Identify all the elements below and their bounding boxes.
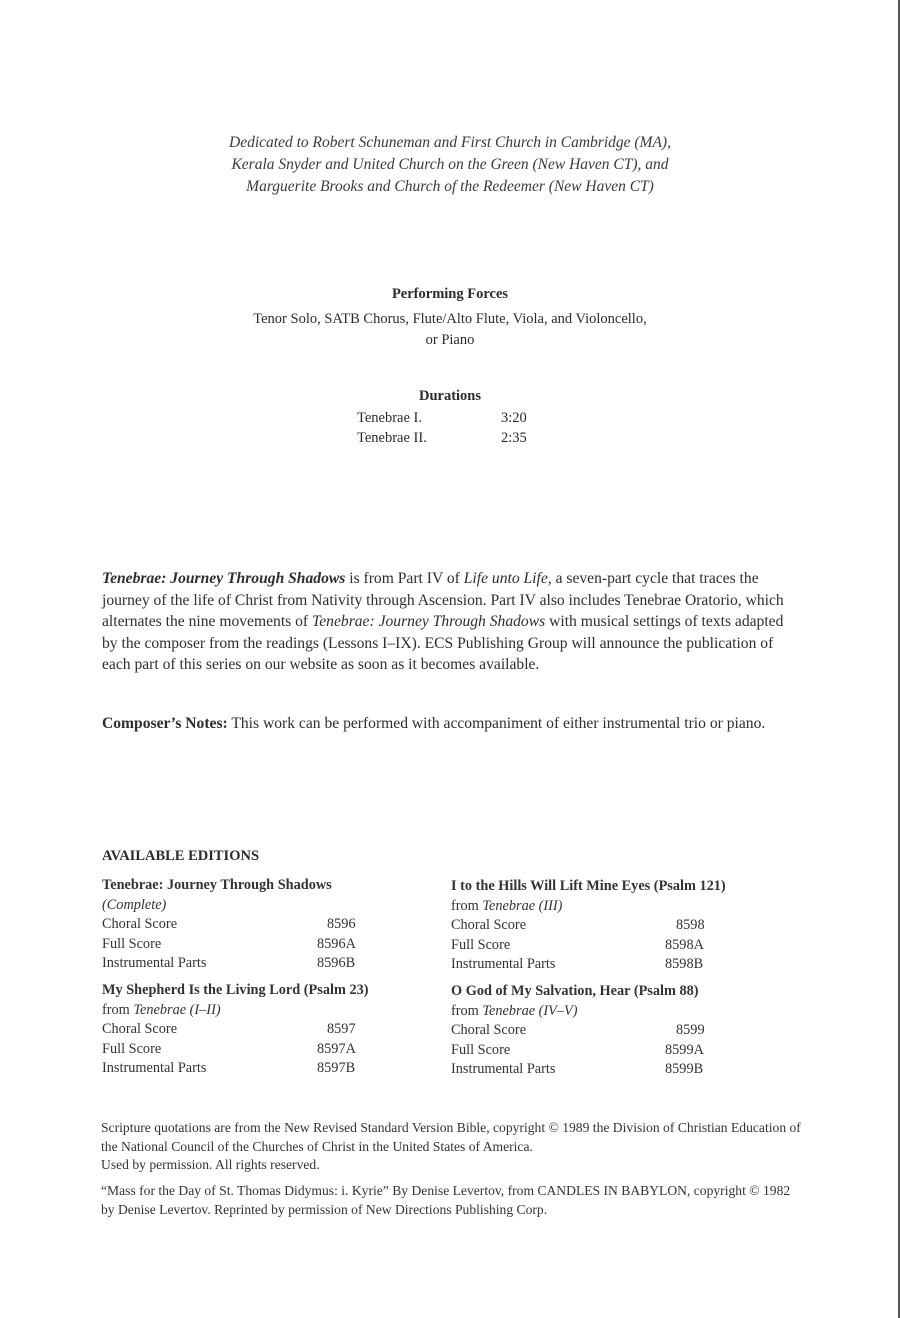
edition-label: Choral Score	[102, 916, 178, 932]
dedication-line: Dedicated to Robert Schuneman and First Church in Cambridge (MA),	[229, 134, 671, 151]
edition-row	[451, 936, 761, 956]
edition-subtitle	[451, 896, 761, 916]
catalog-number: 8597	[327, 1021, 356, 1037]
description-paragraph	[102, 568, 802, 676]
scripture-credit	[101, 1119, 801, 1175]
edition-row	[102, 1020, 412, 1040]
dedication	[0, 132, 900, 198]
edition-row	[102, 954, 412, 974]
edition-label: Full Score	[102, 1040, 162, 1057]
duration-name: Tenebrae II.	[357, 430, 427, 446]
edition-subtitle-prefix: from	[451, 898, 483, 914]
edition-subtitle	[451, 1001, 761, 1021]
edition-row	[451, 1021, 761, 1041]
edition-label: Instrumental Parts	[451, 1061, 556, 1077]
catalog-number: 8596B	[317, 955, 356, 971]
duration-name: Tenebrae I.	[357, 410, 422, 426]
work-title: Tenebrae: Journey Through Shadows	[102, 570, 346, 587]
dedication-line: Marguerite Brooks and Church of the Redeemer (New Haven CT)	[246, 178, 654, 195]
cycle-title: Life unto Life,	[463, 570, 552, 587]
edition-subtitle	[102, 1000, 412, 1020]
catalog-number: 8596A	[317, 935, 356, 952]
catalog-number: 8596	[327, 916, 356, 932]
dedication-line: Kerala Snyder and United Church on the Green (New Haven CT), and	[231, 156, 669, 173]
catalog-number: 8598	[676, 917, 705, 933]
description-text: a seven-part cycle that traces the journey of the life of Christ from Nativity through Ascension. Part IV also includes Tenebrae Oratorio, which alternates the nine movements of	[102, 570, 784, 631]
edition-label: Full Score	[451, 936, 511, 953]
edition-label: Choral Score	[451, 1022, 527, 1038]
edition-block	[451, 876, 761, 975]
forces-line: or Piano	[425, 332, 475, 348]
performing-forces-heading: Performing Forces	[391, 286, 509, 302]
description-text: with musical settings of texts adapted by the composer from the readings (Lessons I–IX). ECS Publishing Group will announce the publication of each part of this series on our website as soon as it becomes available.	[102, 613, 784, 674]
edition-label: Instrumental Parts	[102, 955, 207, 971]
edition-subtitle-italic: Tenebrae (I–II)	[133, 1002, 221, 1018]
catalog-number: 8598A	[665, 936, 704, 953]
composer-notes-label: Composer’s Notes:	[102, 715, 228, 732]
edition-label: Instrumental Parts	[102, 1060, 207, 1076]
edition-row	[102, 915, 412, 935]
duration-time: 2:35	[501, 430, 527, 446]
catalog-number: 8597A	[317, 1040, 356, 1057]
edition-block	[102, 980, 412, 1079]
edition-subtitle-prefix: from	[451, 1003, 483, 1019]
edition-subtitle-italic: Tenebrae (III)	[482, 898, 563, 914]
edition-label: Full Score	[451, 1041, 511, 1058]
forces-line: Tenor Solo, SATB Chorus, Flute/Alto Flute, Viola, and Violoncello,	[253, 311, 647, 327]
edition-block	[102, 875, 412, 974]
edition-title: Tenebrae: Journey Through Shadows	[102, 877, 332, 893]
catalog-number: 8598B	[665, 956, 704, 972]
edition-row	[102, 935, 412, 955]
edition-row	[102, 1059, 412, 1079]
edition-label: Full Score	[102, 935, 162, 952]
edition-subtitle-prefix: from	[102, 1002, 134, 1018]
edition-row	[451, 1041, 761, 1061]
scripture-permission: Used by permission. All rights reserved.	[101, 1157, 320, 1172]
editions-heading: AVAILABLE EDITIONS	[102, 848, 260, 864]
description-text: is from Part IV of	[345, 570, 464, 587]
edition-subtitle-italic: Tenebrae (IV–V)	[482, 1003, 578, 1019]
composer-notes-text: This work can be performed with accompaniment of either instrumental trio or piano.	[227, 715, 766, 732]
edition-subtitle-italic: (Complete)	[102, 897, 167, 913]
edition-subtitle	[102, 895, 412, 915]
edition-label: Choral Score	[451, 917, 527, 933]
composer-notes-paragraph	[102, 713, 802, 735]
edition-row	[451, 916, 761, 936]
catalog-number: 8599A	[665, 1041, 704, 1058]
catalog-number: 8597B	[317, 1060, 356, 1076]
edition-title: I to the Hills Will Lift Mine Eyes (Psalm 121)	[451, 878, 726, 894]
edition-label: Choral Score	[102, 1021, 178, 1037]
duration-time: 3:20	[501, 410, 527, 426]
levertov-credit: “Mass for the Day of St. Thomas Didymus: i. Kyrie” By Denise Levertov, from CANDLES IN BABYLON, copyright © 1982 by Denise Levertov. Reprinted by permission of New Directions Publishing Corp.	[101, 1183, 791, 1217]
edition-row	[451, 1060, 761, 1080]
work-title: Tenebrae: Journey Through Shadows	[312, 613, 546, 631]
catalog-number: 8599B	[665, 1061, 704, 1077]
edition-row	[102, 1040, 412, 1060]
scripture-credit-text: Scripture quotations are from the New Revised Standard Version Bible, copyright © 1989 the Division of Christian Education of the National Council of the Churches of Christ in the United States of America.	[101, 1120, 801, 1154]
edition-title: My Shepherd Is the Living Lord (Psalm 23)	[102, 982, 369, 998]
durations-heading: Durations	[418, 388, 482, 404]
performing-forces-text	[0, 309, 900, 351]
edition-block	[451, 981, 761, 1080]
edition-label: Instrumental Parts	[451, 956, 556, 972]
edition-title: O God of My Salvation, Hear (Psalm 88)	[451, 983, 699, 999]
catalog-number: 8599	[676, 1022, 705, 1038]
edition-row	[451, 955, 761, 975]
